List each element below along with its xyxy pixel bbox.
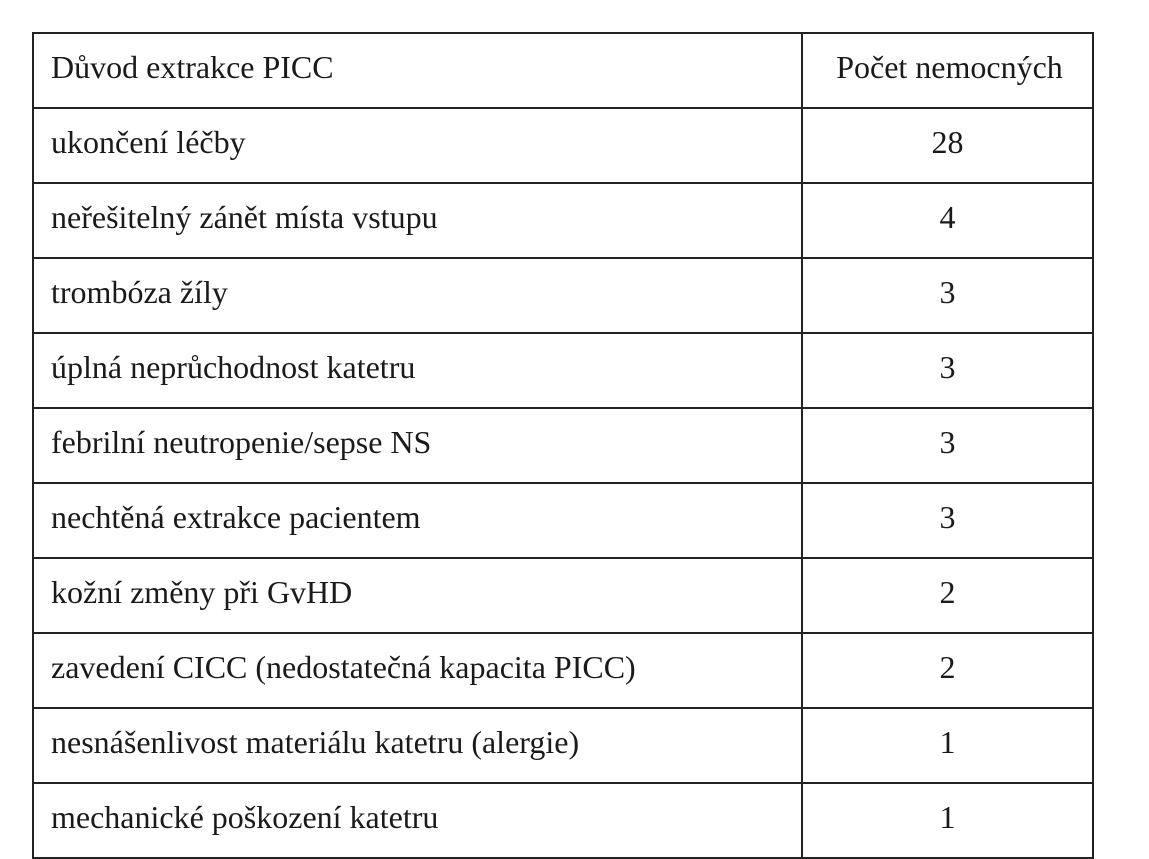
table-row	[33, 483, 1093, 558]
table-row	[33, 633, 1093, 708]
header-count: Počet nemocných	[802, 33, 1093, 108]
row-reason: mechanické poškození katetru	[33, 783, 802, 858]
row-count: 3	[802, 258, 1093, 333]
row-reason: kožní změny při GvHD	[33, 558, 802, 633]
table-row	[33, 558, 1093, 633]
table-row	[33, 783, 1093, 858]
table-row	[33, 708, 1093, 783]
row-count: 3	[802, 408, 1093, 483]
row-count: 1	[802, 708, 1093, 783]
table-header-row	[33, 33, 1093, 108]
table-body	[33, 33, 1093, 858]
row-count: 2	[802, 558, 1093, 633]
row-reason: nesnášenlivost materiálu katetru (alergie)	[33, 708, 802, 783]
extraction-reasons-table	[32, 32, 1094, 859]
table-row	[33, 333, 1093, 408]
table-row	[33, 258, 1093, 333]
row-reason: trombóza žíly	[33, 258, 802, 333]
row-count: 3	[802, 483, 1093, 558]
table-row	[33, 108, 1093, 183]
row-reason: neřešitelný zánět místa vstupu	[33, 183, 802, 258]
row-count: 28	[802, 108, 1093, 183]
header-reason: Důvod extrakce PICC	[33, 33, 802, 108]
table-row	[33, 408, 1093, 483]
row-reason: úplná neprůchodnost katetru	[33, 333, 802, 408]
row-count: 4	[802, 183, 1093, 258]
row-count: 1	[802, 783, 1093, 858]
table-row	[33, 183, 1093, 258]
row-count: 3	[802, 333, 1093, 408]
row-reason: ukončení léčby	[33, 108, 802, 183]
row-count: 2	[802, 633, 1093, 708]
row-reason: nechtěná extrakce pacientem	[33, 483, 802, 558]
row-reason: febrilní neutropenie/sepse NS	[33, 408, 802, 483]
row-reason: zavedení CICC (nedostatečná kapacita PICC)	[33, 633, 802, 708]
